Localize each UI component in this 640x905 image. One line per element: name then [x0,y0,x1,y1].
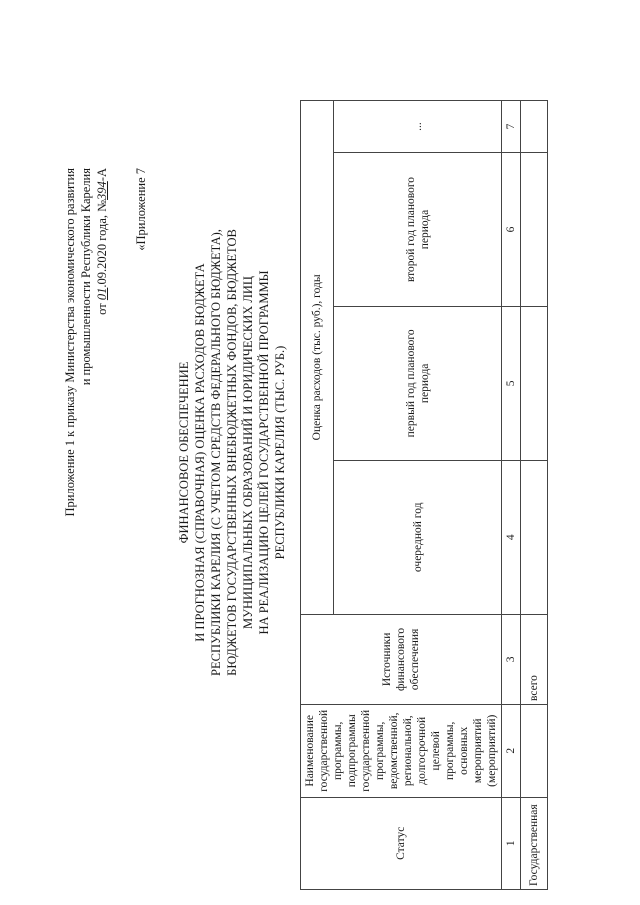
row-first-plan-year-value [521,306,548,460]
col-number-1: 1 [502,797,521,889]
header-order-suffix: -А [95,168,109,182]
row-current-year-value [521,460,548,614]
header-current-year: очередной год [334,460,502,614]
col-number-5: 5 [502,306,521,460]
row-status: Государственная [521,797,548,889]
header-order-number: 394 [95,181,109,200]
header-date-prefix: от [95,303,109,315]
col-number-2: 2 [502,705,521,798]
header-line-2: и промышленности Республики Карелия [79,168,93,386]
title-line-4: БЮДЖЕТОВ ГОСУДАРСТВЕННЫХ ВНЕБЮДЖЕТНЫХ ФОНДОВ, БЮДЖЕТОВ [225,229,239,676]
header-funding-source: Источники финансового обеспечения [301,614,502,704]
document-title [176,0,288,905]
row-funding-source: всего [521,614,548,704]
header-date-day: 01 [95,287,109,301]
header-first-plan-year: первый год планового периода [334,306,502,460]
row-second-plan-year-value [521,153,548,307]
header-second-plan-year: второй год планового периода [334,153,502,307]
table-number-row [502,101,521,890]
title-line-5: МУНИЦИПАЛЬНЫХ ОБРАЗОВАНИЙ И ЮРИДИЧЕСКИХ ЛИЦ [241,276,255,629]
col-number-6: 6 [502,153,521,307]
header-expense-estimate: Оценка расходов (тыс. руб.), годы [301,101,334,615]
title-line-3: РЕСПУБЛИКИ КАРЕЛИЯ (С УЧЕТОМ СРЕДСТВ ФЕДЕРАЛЬНОГО БЮДЖЕТА), [209,229,223,676]
row-more-years-value [521,101,548,153]
table-row [521,101,548,890]
financing-table [300,100,548,890]
header-status: Статус [301,797,502,889]
table-header-row [301,101,334,890]
order-reference-header [62,168,110,516]
col-number-7: 7 [502,101,521,153]
title-line-1: ФИНАНСОВОЕ ОБЕСПЕЧЕНИЕ [177,361,191,544]
col-number-4: 4 [502,460,521,614]
row-program-name [521,705,548,798]
title-line-7: РЕСПУБЛИКИ КАРЕЛИЯ (ТЫС. РУБ.) [273,345,287,560]
col-number-3: 3 [502,614,521,704]
header-program-name: Наименование государственной программы, подпрограммы государственной программы, ведомственной, региональной, долгосрочной целевой программы, основных мероприятий (мероприятий) [301,705,502,798]
header-date-rest: .09.2020 года, № [95,199,109,288]
appendix-label: «Приложение 7 [134,168,148,251]
title-line-6: НА РЕАЛИЗАЦИЮ ЦЕЛЕЙ ГОСУДАРСТВЕННОЙ ПРОГРАММЫ [257,270,271,635]
title-line-2: И ПРОГНОЗНАЯ (СПРАВОЧНАЯ) ОЦЕНКА РАСХОДОВ БЮДЖЕТА [193,263,207,642]
header-line-1: Приложение 1 к приказу Министерства экономического развития [63,168,77,517]
header-more-years: ... [334,101,502,153]
header-line-3 [94,168,110,516]
